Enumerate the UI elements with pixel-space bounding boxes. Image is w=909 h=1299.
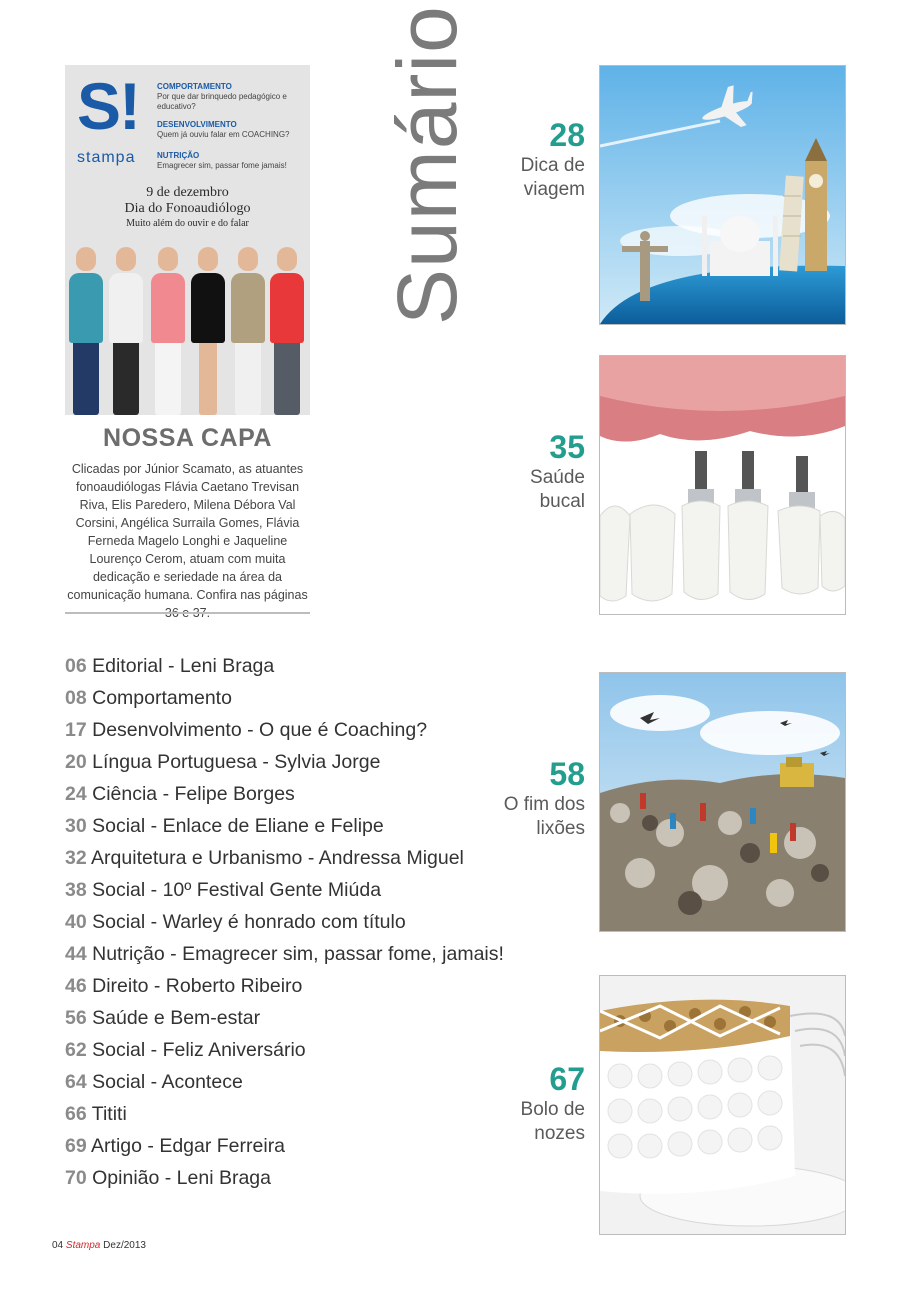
toc-title: Língua Portuguesa - Sylvia Jorge (92, 751, 381, 773)
toc-page: 70 (65, 1167, 87, 1189)
toc-entry[interactable] (65, 844, 535, 876)
toc-entry[interactable] (65, 716, 535, 748)
toc-title: Social - Feliz Aniversário (92, 1039, 306, 1061)
toc-entry[interactable] (65, 780, 535, 812)
travel-illustration (600, 66, 845, 324)
toc-title: Nutrição - Emagrecer sim, passar fome, jamais! (92, 943, 504, 965)
footer-page-number: 04 (52, 1240, 64, 1251)
person-figure (229, 247, 267, 415)
magazine-cover (65, 65, 310, 415)
cover-tag-text: Quem já ouviu falar em COACHING? (157, 130, 290, 139)
dental-photo (599, 355, 846, 615)
toc-entry[interactable] (65, 1164, 535, 1196)
toc-title: Arquitetura e Urbanismo - Andressa Miguel (91, 847, 464, 869)
cover-logo-sub: stampa (77, 149, 136, 166)
cover-photo-people (65, 233, 310, 415)
toc-entry[interactable] (65, 1100, 535, 1132)
toc-page: 38 (65, 879, 87, 901)
toc-page: 64 (65, 1071, 87, 1093)
toc-title: Social - Enlace de Eliane e Felipe (92, 815, 384, 837)
toc-title: Saúde e Bem-estar (92, 1007, 261, 1029)
toc-page: 62 (65, 1039, 87, 1061)
cover-tag (157, 151, 307, 171)
toc-page: 69 (65, 1135, 87, 1157)
cover-headline (65, 185, 310, 230)
cake-photo (599, 975, 846, 1235)
feature-label-line: nozes (534, 1123, 585, 1144)
cover-description: Clicadas por Júnior Scamato, as atuantes fonoaudiólogas Flávia Caetano Trevisan Riva, Elis Paredero, Milena Débora Val Corsini, Angélica Surraila Gomes, Flávia Ferneda Magelo Longhi e Jaqueline Lourenço Cerom, atuam com muita dedicação e seriedade na área da comunicação humana. Confira nas páginas (67, 462, 308, 602)
feature-page-number: 58 (549, 756, 585, 792)
feature-label (445, 466, 585, 514)
toc-page: 30 (65, 815, 87, 837)
table-of-contents (65, 652, 535, 1196)
toc-entry[interactable] (65, 940, 535, 972)
toc-page: 32 (65, 847, 87, 869)
toc-page: 24 (65, 783, 87, 805)
toc-entry[interactable] (65, 1036, 535, 1068)
toc-title: Ciência - Felipe Borges (92, 783, 295, 805)
toc-page: 44 (65, 943, 87, 965)
toc-entry[interactable] (65, 1068, 535, 1100)
feature-page-number: 35 (549, 429, 585, 465)
toc-entry[interactable] (65, 972, 535, 1004)
toc-entry[interactable] (65, 812, 535, 844)
cover-tag (157, 120, 307, 140)
feature-label-line: Dica de (520, 155, 585, 176)
toc-entry[interactable] (65, 908, 535, 940)
cover-tag-title: DESENVOLVIMENTO (157, 120, 237, 129)
feature-label-line: Saúde (530, 467, 585, 488)
toc-page: 46 (65, 975, 87, 997)
toc-entry[interactable] (65, 684, 535, 716)
toc-page: 40 (65, 911, 87, 933)
toc-title: Opinião - Leni Braga (92, 1167, 271, 1189)
toc-entry[interactable] (65, 1132, 535, 1164)
toc-page: 06 (65, 655, 87, 677)
feature-page-number: 67 (549, 1061, 585, 1097)
feature-label (445, 154, 585, 202)
person-figure (67, 247, 105, 415)
feature-page-number: 28 (549, 117, 585, 153)
travel-photo (599, 65, 846, 325)
cover-tag-text: Por que dar brinquedo pedagógico e educativo? (157, 92, 287, 111)
cover-tag (157, 82, 307, 112)
toc-entry[interactable] (65, 1004, 535, 1036)
cover-tag-title: COMPORTAMENTO (157, 82, 232, 91)
person-figure (189, 247, 227, 415)
feature-label-line: bucal (539, 491, 585, 512)
toc-entry[interactable] (65, 748, 535, 780)
feature-label-line: Bolo de (520, 1099, 585, 1120)
toc-entry[interactable] (65, 876, 535, 908)
cover-tag-text: Emagrecer sim, passar fome jamais! (157, 161, 287, 170)
person-figure (149, 247, 187, 415)
dental-illustration (600, 356, 845, 614)
toc-page: 17 (65, 719, 87, 741)
cover-headline-date: 9 de dezembro (146, 185, 229, 200)
cover-logo: S! (77, 69, 139, 143)
toc-page: 08 (65, 687, 87, 709)
toc-title: Social - 10º Festival Gente Miúda (92, 879, 382, 901)
footer-brand: Stampa (65, 1240, 101, 1251)
toc-entry[interactable] (65, 652, 535, 684)
feature-label-line: lixões (536, 818, 585, 839)
cake-illustration (600, 976, 845, 1234)
toc-title: Social - Warley é honrado com título (92, 911, 406, 933)
toc-title: Desenvolvimento - O que é Coaching? (92, 719, 428, 741)
feature-label-line: O fim dos (503, 794, 585, 815)
toc-page: 66 (65, 1103, 87, 1125)
cover-tag-title: NUTRIÇÃO (157, 151, 200, 160)
cover-headline-sub: Muito além do ouvir e do falar (126, 218, 249, 229)
page-title-text: Sumário (380, 5, 474, 325)
cover-headline-title: Dia do Fonoaudiólogo (124, 201, 251, 216)
toc-title: Direito - Roberto Ribeiro (92, 975, 303, 997)
page-footer (52, 1240, 146, 1251)
toc-page: 56 (65, 1007, 87, 1029)
person-figure (268, 247, 306, 415)
cover-section-title: NOSSA CAPA (103, 424, 272, 452)
toc-title: Artigo - Edgar Ferreira (91, 1135, 286, 1157)
landfill-photo (599, 672, 846, 932)
toc-title: Tititi (91, 1103, 127, 1125)
person-figure (107, 247, 145, 415)
landfill-illustration (600, 673, 845, 931)
toc-title: Comportamento (92, 687, 232, 709)
footer-date: Dez/2013 (103, 1240, 146, 1251)
toc-title: Social - Acontece (92, 1071, 243, 1093)
divider (65, 612, 310, 614)
feature-label-line: viagem (523, 179, 585, 200)
toc-page: 20 (65, 751, 87, 773)
toc-title: Editorial - Leni Braga (92, 655, 275, 677)
